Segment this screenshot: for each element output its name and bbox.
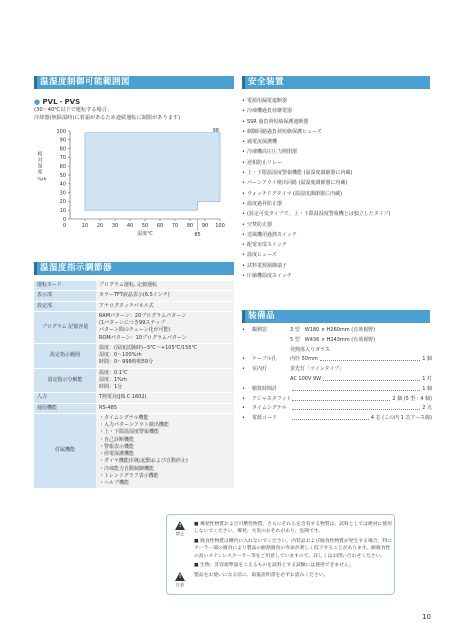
spec-value-line: 時間：0〜999時間59分: [99, 359, 154, 366]
spec-value-line: 時間：1分: [99, 384, 123, 390]
spec-table: [34, 281, 234, 489]
y-axis-label-char: 湿: [37, 163, 43, 170]
chart-subtitle: [34, 97, 230, 107]
x-tick-label: 90: [201, 223, 209, 229]
y-axis-label-char: 対: [37, 157, 43, 164]
y-axis-label-char: 相: [37, 151, 43, 158]
spec-label: 付属機能: [34, 413, 96, 489]
bullet-icon: •: [242, 405, 245, 412]
x-tick-label: 0: [62, 223, 66, 229]
accessory-row: [242, 326, 432, 336]
bullet-icon: •: [242, 366, 245, 373]
spec-value: [96, 413, 234, 489]
accessory-name: アジャスタフット: [252, 395, 292, 402]
annotation-85: 85: [194, 232, 201, 238]
safety-item: • 上・下限温湿度警報機能 (温湿度調節器に内蔵): [242, 168, 432, 178]
chart-note-2: 冷却器(無除湿時)に着霜があるため連続運転に制限があります): [34, 114, 181, 121]
y-tick-label: 70: [59, 155, 66, 162]
y-tick-label: 60: [59, 164, 66, 170]
y-tick-label: 30: [59, 190, 66, 197]
y-axis-label-char: 度: [37, 169, 43, 176]
leader-dots: [292, 395, 390, 401]
accessory-qty: 1 灯: [422, 375, 432, 382]
spec-label: 設定指示範囲: [34, 343, 96, 368]
safety-item: • 冷凍機高圧圧力開閉器: [242, 147, 432, 157]
spec-value: [96, 368, 234, 393]
accessory-qty: 1 個: [422, 385, 432, 392]
spec-value-line: 温度：(湿度試験時)−5℃〜+105℃/155℃: [99, 344, 198, 351]
bullet-icon: [242, 346, 252, 356]
spec-value-line: (1パターンにつき99ステップ: [99, 320, 166, 326]
spec-row: [34, 403, 234, 413]
section-header-accessories: 装備品: [242, 310, 430, 323]
x-tick-label: 70: [171, 223, 179, 229]
accessory-desc: 発熱体入りガラス: [290, 346, 330, 353]
warning-box: [166, 514, 395, 595]
warning-text-2-body: 腐食性物質は槽内に入れないでください。内装品および腐食性物質が発生する場合、特にクーラー部の腐食により製品の耐熱腐食の寿命が著しく低下することがあります。耐腐食性の高いステンレスクーラー等をご用意していますので、詳しくはお問い合わせください。: [194, 538, 392, 559]
y-tick-label: 20: [59, 199, 66, 206]
warning-forbid-row: [173, 521, 394, 570]
y-tick-label: 40: [59, 181, 66, 188]
spec-value: [96, 343, 234, 368]
accessory-qty: 2 個 (5 型 : 4 個): [392, 395, 432, 402]
safety-item: • 冷凍機過負荷継電器: [242, 106, 432, 116]
leader-dots: [323, 375, 420, 381]
accessory-row: [242, 336, 432, 346]
safety-item: • 温度過昇防止器: [242, 199, 432, 209]
y-tick-label: 100: [56, 128, 66, 135]
spec-label: 設定部: [34, 301, 96, 311]
accessory-qty: 1 個: [422, 356, 432, 363]
accessories-list: [242, 326, 432, 424]
x-tick-label: 20: [96, 223, 104, 229]
accessory-desc: 蛍光灯「ツインタイプ」: [290, 366, 345, 373]
spec-value: [96, 311, 234, 343]
warning-text-1: ■ 爆発性物質および可燃性物質、さらにそれらを含有する物質は、試料としては絶対に使用しないでください。爆発、火災のおそれがあり、危険です。: [194, 522, 392, 535]
spec-value-line: ・上・下限温湿度警報機能: [99, 429, 160, 436]
spec-value: カラーTFT液晶表示(6.5インチ): [96, 291, 234, 301]
x-tick-label: 100: [215, 223, 225, 229]
safety-item: • 温度ヒューズ: [242, 250, 432, 260]
spec-row: [34, 281, 234, 291]
accessory-name: 室内灯: [252, 366, 268, 373]
spec-row: [34, 311, 234, 343]
accessory-qty: 2 点: [422, 405, 432, 412]
safety-item: • 配電室扉スイッチ: [242, 240, 432, 250]
bullet-icon: ●: [34, 98, 41, 106]
spec-row: [34, 301, 234, 311]
x-tick-label: 80: [186, 223, 194, 229]
spec-label: 入力: [34, 393, 96, 403]
spec-value-line: 湿度：1%rh: [99, 376, 128, 383]
accessory-row: [242, 355, 432, 365]
accessory-name: 積算時間計: [252, 385, 278, 392]
accessory-name: ケーブル孔: [252, 356, 277, 363]
spec-label: プログラム 記憶容量: [34, 311, 96, 343]
accessory-name: [252, 346, 290, 356]
warning-label-caution: 注意: [175, 582, 185, 587]
accessory-name: 観測窓: [252, 327, 268, 333]
chart-svg: [34, 127, 230, 257]
safety-item: • 電源用漏電遮断器: [242, 96, 432, 106]
warning-text-2: ■ 腐食性物質は槽内に入れないでください。内装品および腐食性物質が発生する場合、特にクーラー部の腐食により製品の耐熱腐食の寿命が著しく低下することがあります。耐腐食性の高いステンレスクーラー等をご用意していますので、詳しくはお問い合わせください。: [194, 538, 392, 559]
spec-value-line: ・タイムシグナル機能: [99, 414, 149, 421]
spec-row: [34, 413, 234, 489]
safety-item: • 空焚防止器: [242, 220, 432, 230]
leader-dots: [320, 355, 421, 361]
warning-text-4: 製品をお使いになる前に、取扱説明書を必ずお読みください。: [194, 573, 329, 578]
accessory-row: [242, 404, 432, 414]
safety-item: • 過電流保護機: [242, 137, 432, 147]
safety-list: [242, 96, 432, 281]
warning-triangle-icon: !: [175, 521, 185, 530]
accessory-qty: 4 芯 (この内 1 芯アース線): [370, 415, 432, 422]
spec-row: [34, 343, 234, 368]
spec-label: 設定指示分解能: [34, 368, 96, 393]
spec-value-line: 温度：0.1℃: [99, 369, 128, 376]
spec-value-line: ・警報表示機能: [99, 443, 135, 450]
warning-text-3-body: 生物、許容規準量をこえるものを試料とする試験には使用できません。: [200, 563, 354, 569]
x-tick-label: 60: [156, 223, 164, 229]
spec-value-line: ・冷凍能力自動制御機能: [99, 465, 155, 472]
accessory-row: [242, 385, 432, 395]
spec-value-line: ・自己診断機能: [99, 436, 135, 443]
warning-text-3: ■ 生物、許容規準量をこえるものを試料とする試験には使用できません。: [194, 563, 354, 569]
accessory-name: [252, 336, 290, 346]
bullet-icon: •: [242, 415, 245, 422]
x-axis-label: 温度℃: [137, 231, 153, 237]
safety-item: • 送風機用過熱スイッチ: [242, 230, 432, 240]
x-tick-label: 50: [141, 223, 149, 229]
spec-value-line: ・入力パターンアウト検出機能: [99, 422, 169, 428]
safety-item: • パーンアウト検出回路 (温湿度調節器に内蔵): [242, 178, 432, 188]
y-tick-label: 90: [59, 137, 66, 144]
bullet-icon: •: [242, 385, 245, 392]
bullet-icon: [242, 375, 252, 385]
y-tick-label: 10: [59, 208, 66, 214]
safety-item: • 制御回路過負荷短絡保護ヒューズ: [242, 127, 432, 137]
warning-text-1-body: 爆発性物質および可燃性物質、さらにそれらを含有する物質は、試料としては絶対に使用しないでください。爆発、火災のおそれがあり、危険です。: [194, 522, 392, 535]
control-range-area: [85, 133, 220, 210]
spec-value: アナログタッチパネル式: [96, 301, 234, 311]
spec-value-line: ・停電保護機能: [99, 451, 135, 457]
chart-block: [34, 97, 230, 257]
accessory-desc: 5 型 W436 × H243mm (有効視野): [290, 336, 376, 343]
section-header-range: 温湿度制御可能範囲図: [34, 76, 234, 89]
leader-dots: [292, 414, 369, 420]
caution-triangle-icon: !: [175, 572, 185, 581]
accessory-desc: 内径 50mm: [290, 356, 318, 363]
x-tick-label: 30: [111, 223, 119, 229]
chart-subtitle-text: PVL・PVS: [42, 98, 81, 106]
safety-item: • SSR 過負荷短絡保護遮断器: [242, 117, 432, 127]
bullet-icon: •: [242, 327, 245, 333]
leader-dots: [292, 404, 420, 410]
spec-label: 表示部: [34, 291, 96, 301]
spec-value: プログラム運転, 定値運転: [96, 281, 234, 291]
spec-value-line: ・ヘルプ機能: [99, 480, 130, 486]
y-tick-label: 80: [59, 146, 66, 153]
spec-row: [34, 393, 234, 403]
warning-label-forbid: 禁止: [175, 531, 185, 536]
annotation-98: 98: [212, 127, 219, 134]
spec-value-line: 湿度：0〜100%rh: [99, 352, 142, 358]
accessory-row: [242, 414, 432, 424]
safety-item: • 試料電源制御端子: [242, 261, 432, 271]
accessory-name: [252, 375, 290, 385]
accessory-desc: 3 型 W180 × H260mm (有効視野): [290, 327, 376, 333]
chart-note-1: (30〜40℃以下で運転する場合、: [34, 107, 113, 113]
accessory-desc: AC 100V 9W: [290, 375, 322, 382]
warning-caution-row: [173, 572, 394, 588]
spec-label: 通信機能: [34, 403, 96, 413]
y-tick-label: 0: [62, 216, 66, 223]
x-tick-label: 40: [126, 223, 134, 229]
accessory-row: [242, 395, 432, 405]
spec-value-line: RAMパターン：20プログラムパターン: [99, 312, 187, 319]
spec-row: [34, 291, 234, 301]
x-tick-label: 10: [81, 223, 89, 229]
accessory-name: タイムシグナル: [252, 405, 287, 412]
section-header-safety: 安全装置: [242, 76, 430, 89]
spec-row: [34, 368, 234, 393]
safety-item: • ウォッチドグタイマ (温湿度調節器に内蔵): [242, 189, 432, 199]
section-header-indicator: 温湿度指示調節器: [34, 262, 234, 275]
spec-label: 運転モード: [34, 281, 96, 291]
page-number: 10: [422, 613, 431, 621]
accessory-row: [242, 375, 432, 385]
spec-value-line: ・トレンドグラフ表示機能: [99, 472, 159, 479]
accessory-name: 電源コード: [252, 415, 278, 422]
y-tick-label: 50: [59, 172, 66, 179]
accessory-row: [242, 346, 432, 356]
bullet-icon: •: [242, 395, 245, 402]
accessory-row: [242, 365, 432, 375]
spec-value-line: ・ダイヤ機能(回転起動および自動停止): [99, 458, 188, 465]
bullet-icon: •: [242, 356, 245, 363]
bullet-icon: [242, 336, 252, 346]
spec-value-line: パターン間のチェーン化が可能): [99, 327, 171, 334]
spec-value-line: ROMパターン：10プログラムパターン: [99, 334, 187, 341]
spec-value: T熱電対(JIS C 1602): [96, 393, 234, 403]
leader-dots: [292, 385, 420, 391]
y-axis-label-unit: %rh: [37, 177, 47, 183]
safety-item: • 逆相防止リレー: [242, 158, 432, 168]
safety-item: • 圧縮機温度スイッチ: [242, 271, 432, 281]
safety-item: • (設定可変タイプで、上・下限温湿度警報機とは独立したタイプ): [242, 209, 432, 219]
spec-value: RS-485: [96, 403, 234, 413]
